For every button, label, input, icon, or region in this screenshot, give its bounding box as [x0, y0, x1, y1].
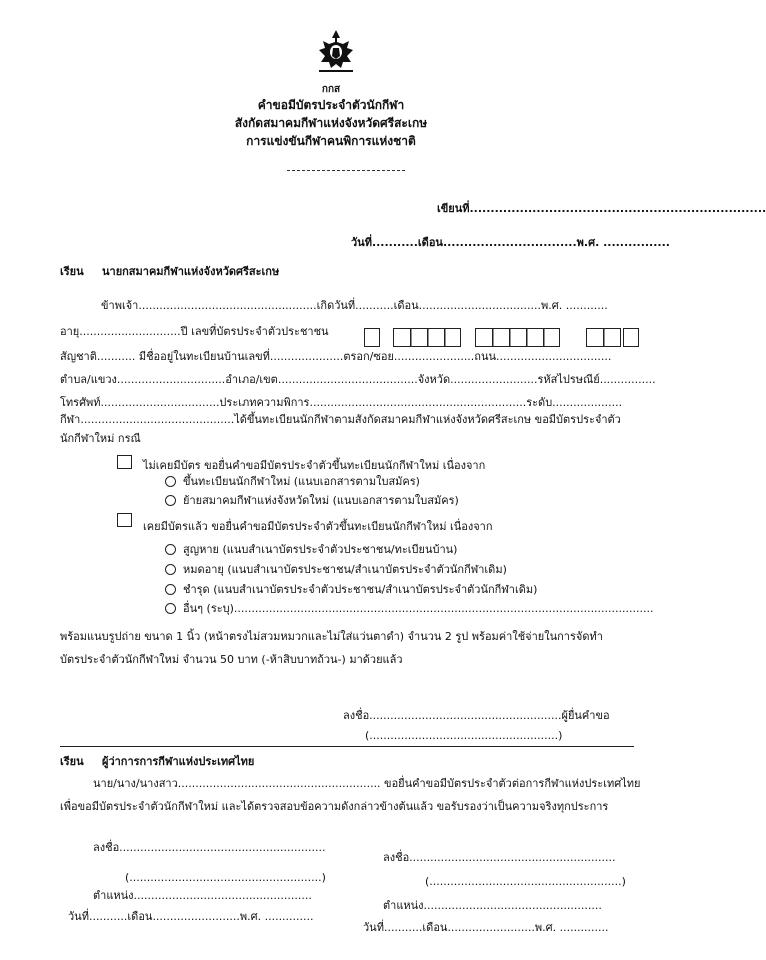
- had-card-checkbox[interactable]: [117, 513, 132, 527]
- logo-text: กกส: [321, 84, 341, 95]
- expired-card-label: หมดอายุ (แนบสำเนาบัตรประชาชน/สำเนาบัตรประจำตัวนักกีฬาเดิม): [183, 563, 507, 576]
- left-signature-field[interactable]: ลงชื่อ...........................................................: [93, 841, 326, 854]
- association-logo: [313, 28, 359, 84]
- title-divider: [287, 170, 405, 171]
- had-card-label: เคยมีบัตรแล้ว ขอยื่นคำขอมีบัตรประจำตัวขึ้นทะเบียนนักกีฬาใหม่ เนื่องจาก: [143, 520, 493, 533]
- left-date-field[interactable]: วันที่...........เดือน.........................พ.ศ. ..............: [68, 910, 314, 923]
- applicant-signature-field[interactable]: ลงชื่อ.......................................................ผู้ยื่นคำขอ: [343, 709, 610, 722]
- form-subtitle-association: สังกัดสมาคมกีฬาแห่งจังหวัดศรีสะเกษ: [234, 116, 428, 130]
- never-had-card-checkbox[interactable]: [117, 455, 132, 469]
- lost-card-label: สูญหาย (แนบสำเนาบัตรประจำตัวประชาชน/ทะเบียนบ้าน): [183, 543, 458, 556]
- other-reason-field[interactable]: อื่นๆ (ระบุ)........................................................................................................................: [183, 602, 654, 615]
- id-digit-box[interactable]: [364, 328, 380, 347]
- damaged-card-radio[interactable]: [165, 584, 176, 595]
- age-id-line[interactable]: อายุ.............................ปี เลขที่บัตรประจำตัวประชาชน: [60, 325, 329, 338]
- new-registration-radio[interactable]: [165, 476, 176, 487]
- id-digit-box[interactable]: [623, 328, 639, 347]
- nationality-address-line[interactable]: สัญชาติ........... มีชื่ออยู่ในทะเบียนบ้านเลขที่.....................ตรอก/ซอย.......................ถนน.................................: [60, 350, 612, 363]
- left-printed-name-field[interactable]: (.......................................................): [125, 871, 326, 884]
- sport-registration-line[interactable]: กีฬา............................................ได้ขึ้นทะเบียนนักกีฬาตามสังกัดสมาคมกีฬาแห่งจังหวัดศรีสะเกษ ขอมีบัตรประจำตัว: [60, 413, 621, 426]
- right-date-field[interactable]: วันที่...........เดือน.........................พ.ศ. ..............: [363, 921, 609, 934]
- expired-card-radio[interactable]: [165, 564, 176, 575]
- form-subtitle-event: การแข่งขันกีฬาคนพิการแห่งชาติ: [246, 134, 416, 148]
- right-signature-field[interactable]: ลงชื่อ...........................................................: [383, 851, 616, 864]
- written-at-field[interactable]: เขียนที่.......................................................................: [437, 202, 766, 215]
- damaged-card-label: ชำรุด (แนบสำเนาบัตรประจำตัวประชาชน/สำเนาบัตรประจำตัวนักกีฬาเดิม): [183, 583, 538, 596]
- certification-name-line[interactable]: นาย/นาง/นางสาว.......................................................... ขอยื่นคำขอมีบัตรประจำตัวต่อการกีฬาแห่งประเทศไทย: [93, 777, 641, 790]
- salutation-recipient: นายกสมาคมกีฬาแห่งจังหวัดศรีสะเกษ: [102, 265, 280, 278]
- district-province-line[interactable]: ตำบล/แขวง...............................อำเภอ/เขต........................................จังหวัด.........................รหัสไปรษณีย์................: [60, 373, 656, 386]
- new-registration-label: ขึ้นทะเบียนนักกีฬาใหม่ (แนบเอกสารตามใบสมัคร): [183, 475, 420, 488]
- applicant-name-line[interactable]: ข้าพเจ้า...................................................เกิดวันที่...........เดือน...................................พ.ศ. ............: [101, 299, 608, 312]
- id-digit-group[interactable]: [475, 328, 560, 347]
- section2-recipient: ผู้ว่าการการกีฬาแห่งประเทศไทย: [102, 755, 255, 768]
- right-position-field[interactable]: ตำแหน่ง...................................................: [383, 899, 602, 912]
- left-position-field[interactable]: ตำแหน่ง...................................................: [93, 889, 312, 902]
- right-printed-name-field[interactable]: (.......................................................): [425, 875, 626, 888]
- section2-salutation-label: เรียน: [60, 755, 84, 768]
- form-title: คำขอมีบัตรประจำตัวนักกีฬา: [257, 98, 405, 112]
- date-field[interactable]: วันที่...........เดือน................................พ.ศ. ................: [351, 236, 670, 249]
- transfer-association-radio[interactable]: [165, 495, 176, 506]
- attachment-note-line2: บัตรประจำตัวนักกีฬาใหม่ จำนวน 50 บาท (-ห้าสิบบาทถ้วน-) มาด้วยแล้ว: [60, 653, 403, 666]
- section-divider: [60, 746, 634, 747]
- never-had-card-label: ไม่เคยมีบัตร ขอยื่นคำขอมีบัตรประจำตัวขึ้นทะเบียนนักกีฬาใหม่ เนื่องจาก: [143, 459, 486, 472]
- certification-statement: เพื่อขอมีบัตรประจำตัวนักกีฬาใหม่ และได้ตรวจสอบข้อความดังกล่าวข้างต้นแล้ว ขอรับรองว่าเป็นความจริงทุกประการ: [60, 800, 609, 813]
- lost-card-radio[interactable]: [165, 544, 176, 555]
- phone-disability-line[interactable]: โทรศัพท์..................................ประเภทความพิการ..............................................................ระดับ....................: [60, 396, 623, 409]
- id-digit-group[interactable]: [586, 328, 621, 347]
- applicant-printed-name-field[interactable]: (......................................................): [365, 729, 563, 742]
- id-digit-group[interactable]: [393, 328, 461, 347]
- attachment-note-line1: พร้อมแนบรูปถ่าย ขนาด 1 นิ้ว (หน้าตรงไม่สวมหมวกและไม่ใส่แว่นตาดำ) จำนวน 2 รูป พร้อมค่าใช้จ่ายในการจัดทำ: [60, 630, 603, 643]
- other-reason-radio[interactable]: [165, 603, 176, 614]
- transfer-association-label: ย้ายสมาคมกีฬาแห่งจังหวัดใหม่ (แนบเอกสารตามใบสมัคร): [183, 494, 459, 507]
- salutation-label: เรียน: [60, 265, 84, 278]
- new-athlete-case-line: นักกีฬาใหม่ กรณี: [60, 432, 141, 445]
